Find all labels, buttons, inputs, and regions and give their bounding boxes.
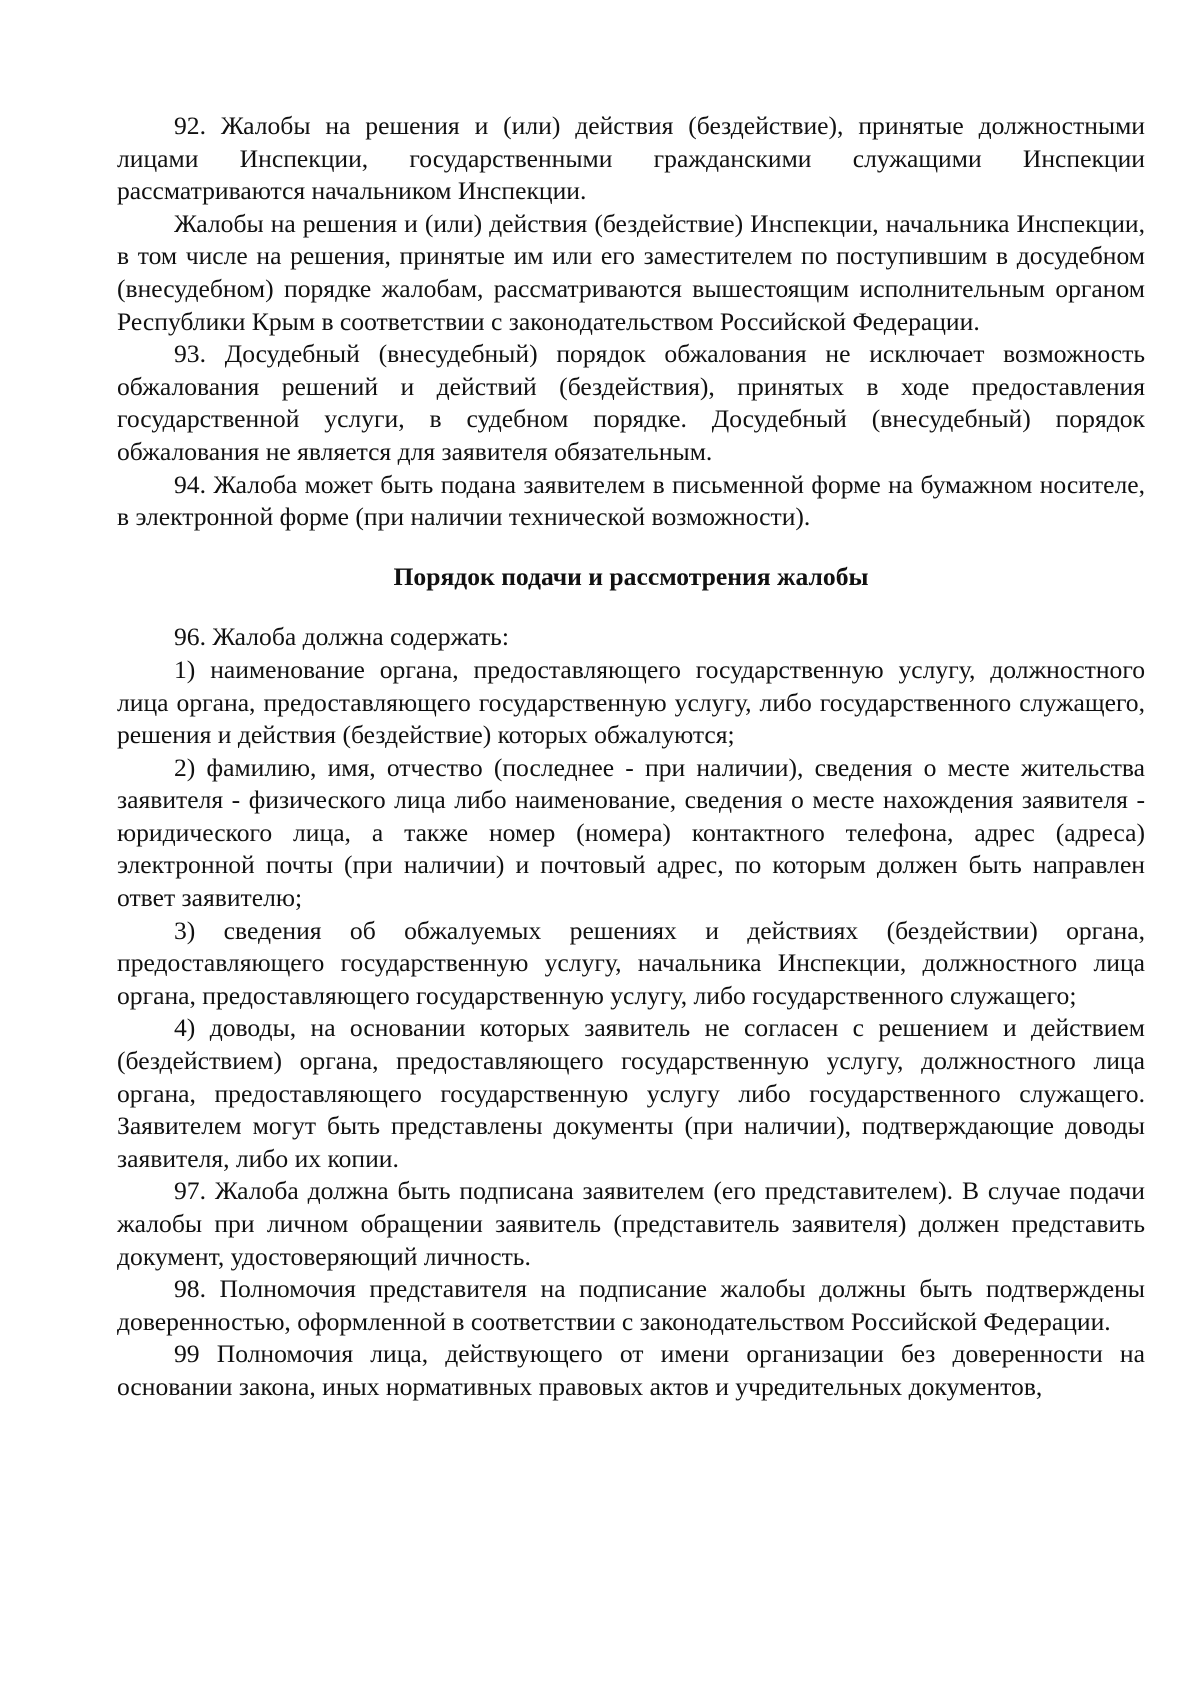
paragraph-92: 92. Жалобы на решения и (или) действия (бездействие), принятые должностными лицами Инспекции, государственными гражданскими служащими Инспекции рассматриваются начальником Инспекции. (117, 111, 1145, 206)
list-item-1: 1) наименование органа, предоставляющего государственную услугу, должностного лица органа, предоставляющего государственную услугу, либо государственного служащего, решения и действия (бездействие) которых обжалуются; (117, 654, 1145, 750)
paragraph-92-appeal-to-superior: Жалобы на решения и (или) действия (бездействие) Инспекции, начальника Инспекции, в том числе на решения, принятые им или его заместителем по поступившим в досудебном (внесудебном) порядке жалобам, рассматриваются вышестоящим исполнительным органом Республики Крым в соответствии с законодательством Российской Федерации. (117, 208, 1145, 336)
paragraph-99: 99 Полномочия лица, действующего от имени организации без доверенности на основании закона, иных нормативных правовых актов и учредительных документов, (117, 1339, 1145, 1401)
section-heading: Порядок подачи и рассмотрения жалобы (393, 561, 869, 591)
document-page (117, 110, 1145, 1404)
paragraph-94: 94. Жалоба может быть подана заявителем в письменной форме на бумажном носителе, в электронной форме (при наличии технической возможности). (117, 469, 1145, 532)
paragraph-96: 96. Жалоба должна содержать: (174, 622, 509, 652)
paragraph-93: 93. Досудебный (внесудебный) порядок обжалования не исключает возможность обжалования решений и действий (бездействия), принятых в ходе предоставления государственной услуги, в судебном порядке. Досудебный (внесудебный) порядок обжалования не является для заявителя обязательным. (117, 339, 1145, 466)
list-item-4: 4) доводы, на основании которых заявитель не согласен с решением и действием (бездействием) органа, предоставляющего государственную услугу, должностного лица органа, предоставляющего государственную услугу либо государственного служащего. Заявителем могут быть представлены документы (при наличии), подтверждающие доводы заявителя, либо их копии. (117, 1013, 1145, 1173)
paragraph-97: 97. Жалоба должна быть подписана заявителем (его представителем). В случае подачи жалобы при личном обращении заявитель (представитель заявителя) должен представить документ, удостоверяющий личность. (117, 1176, 1145, 1271)
paragraph-98: 98. Полномочия представителя на подписание жалобы должны быть подтверждены доверенностью, оформленной в соответствии с законодательством Российской Федерации. (117, 1274, 1145, 1336)
list-item-2: 2) фамилию, имя, отчество (последнее - при наличии), сведения о месте жительства заявителя - физического лица либо наименование, сведения о месте нахождения заявителя - юридического лица, а также номер (номера) контактного телефона, адрес (адреса) электронной почты (при наличии) и почтовый адрес, по которым должен быть направлен ответ заявителю; (117, 752, 1145, 913)
list-item-3: 3) сведения об обжалуемых решениях и действиях (бездействии) органа, предоставляющего государственную услугу, начальника Инспекции, должностного лица органа, предоставляющего государственную услугу, либо государственного служащего; (117, 915, 1145, 1010)
